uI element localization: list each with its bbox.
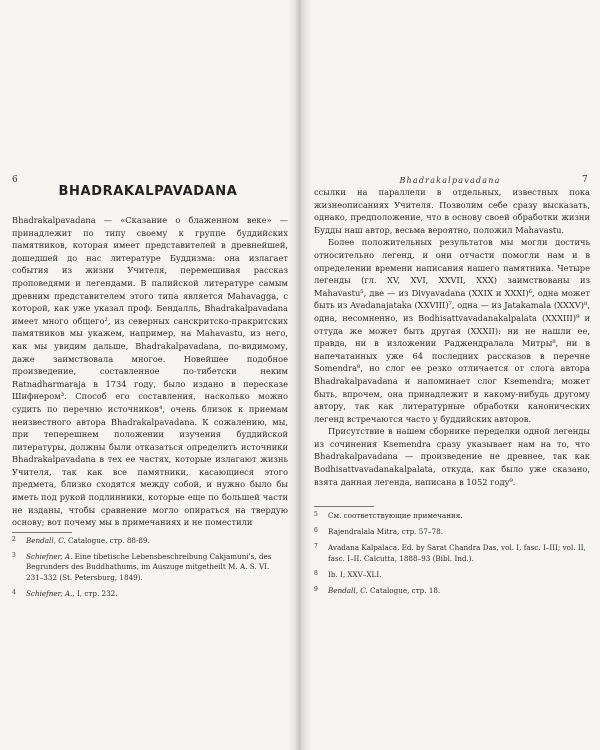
footnote-number: 3 [12, 552, 16, 560]
page-number: 6 [12, 175, 18, 185]
running-head: Bhadrakalpavadana [399, 176, 501, 185]
body-text [12, 214, 288, 529]
body-text [314, 186, 590, 488]
footnote-number: 6 [314, 527, 318, 535]
footnote-number: 5 [314, 511, 318, 518]
footnotes [314, 511, 590, 602]
footnote-number: 4 [12, 588, 16, 596]
footnote [314, 570, 590, 580]
footnote-text: Rajendralala Mitra, стр. 57–78. [328, 527, 443, 537]
chapter-title: BHADRAKALPAVADANA [58, 184, 238, 199]
footnote-number: 8 [314, 569, 318, 577]
paragraph: Более положительных результатов мы могли достичь относительно легенд, и они отчасти помогли нам и в определении времени написания нашего памятника. Четыре легенды (гл. XV, XVI, XXVII, XXX) заимствованы из Mahavastu⁵, две — из Divyavadana (XXIX и XXXI)⁶, одна может быть из Avadanajataka (XXVIII)⁷, одна — из Jatakamala (XXXV)⁸, одна, несомненно, из Bodhisattvavadanakalpalata (XXXIII)⁹ и оттуда же может быть другая (XXXII): ни не нашли ее, правда, ни в изложении Раджендралала Митры⁸, ни в напечатанных уже 64 последних рассказов в перечне Somendra⁸, но слог ее резко отличается от слога автора Bhadrakalpavadana и напоминает слог Ksemendra; может быть, впрочем, она принадлежит и какому-нибудь другому автору, так как литературные обработки канонических легенд встречаются часто у буддийских авторов. [314, 237, 590, 424]
footnote-rule [12, 532, 72, 533]
footnotes [12, 536, 286, 605]
footnote-number: 2 [12, 536, 16, 543]
footnote-number: 9 [314, 586, 318, 594]
footnote-author: Schiefner, A. [26, 588, 73, 598]
footnote-text: Catalogue, стр. 18. [367, 586, 441, 596]
paragraph: Присутствие в нашем сборнике переделки одной легенды из сочинения Ksemendra сразу указывает нам на то, что Bhadrakalpavadana — произведение не древнее, так как Bodhisattvavadanakalpalata, откуда, как было уже сказано, взята данная легенда, написана в 1052 году⁹. [314, 426, 590, 487]
footnote-author: Bendall, C. [26, 536, 66, 545]
footnote-text: См. соответствующие примечания. [328, 511, 463, 520]
footnote [314, 511, 590, 521]
footnote-text: , I, стр. 232. [72, 588, 118, 598]
left-page [0, 0, 296, 750]
footnote [12, 552, 286, 583]
footnote-number: 7 [314, 543, 318, 551]
footnote [12, 589, 286, 599]
footnote [314, 527, 590, 537]
right-page [300, 0, 600, 750]
footnote [314, 543, 590, 563]
page-number: 7 [582, 175, 588, 185]
footnote-text: Eine tibetische Lebensbeschreibung Cakjamuni's, des Begrunders des Buddhathums, im Auszuge mitgetheilt M. A. S. VI. 231–332 (St. Petersburg, 1849). [26, 552, 272, 582]
footnote-text: Catalogue, стр. 88-89. [65, 536, 150, 545]
footnote [314, 586, 590, 596]
footnote-text: Avadana Kalpalaca. Ed. by Sarat Chandra Das, vol. I, fasc. I–III; vol. II, fasc. I–II. Calcutta, 1888–93 (Bibl. Ind.). [328, 543, 586, 563]
footnote-rule [314, 506, 374, 507]
footnote-author: Schiefner, A. [26, 552, 73, 562]
footnote-author: Bendall, C. [328, 586, 368, 596]
footnote [12, 536, 286, 546]
paragraph: Bhadrakalpavadana — «Сказание о блаженном веке» — принадлежит по типу своему к группе буддийских памятников, которая имеет представителей в древнейшей, дошедшей до нас литературе Буддизма: она излагает события из жизни Учителя, перемешивая рассказ проповедями и легендами. В палийской литературе самым древним представителем этого типа является Mahavagga, с которой, как уже указал проф. Бендалль, Bhadrakalpavadana имеет много общего², из северных санскритско-пракритских памятников мы укажем, например, на Mahavastu, из него, как мы увидим дальше, Bhadrakalpavadana, по-видимому, даже заимствовала многое. Новейшее подобное произведение, составленное по-тибетски неким Ratnadharmaraja в 1734 году, было издано в пересказе Шифнером³. Способ его составления, насколько можно судить по перечню источников⁴, очень близок к приемам неизвестного автора Bhadrakalpavadana. К сожалению, мы, при теперешнем положении изучения буддийской литературы, должны были отказаться определить источники Bhadrakalpavadana в тех ее частях, которые излагают жизнь Учителя, так как все памятники, касающиеся этого предмета, близко сходятся между собой, и нужно было бы иметь под рукой подлинники, которые еще по большей части не изданы, чтобы сравнение могло опираться на твердую основу; вот почему мы в примечаниях и не поместили [12, 215, 288, 528]
footnote-text: Ib. I, XXV–XLI. [328, 569, 382, 579]
paragraph: ссылки на параллели в отдельных, известных пока жизнеописаниях Учителя. Позволим себе сразу высказать, однако, предположение, что в основу своей обработки жизни Будды наш автор, весьма вероятно, положил Mahavastu. [314, 187, 590, 235]
